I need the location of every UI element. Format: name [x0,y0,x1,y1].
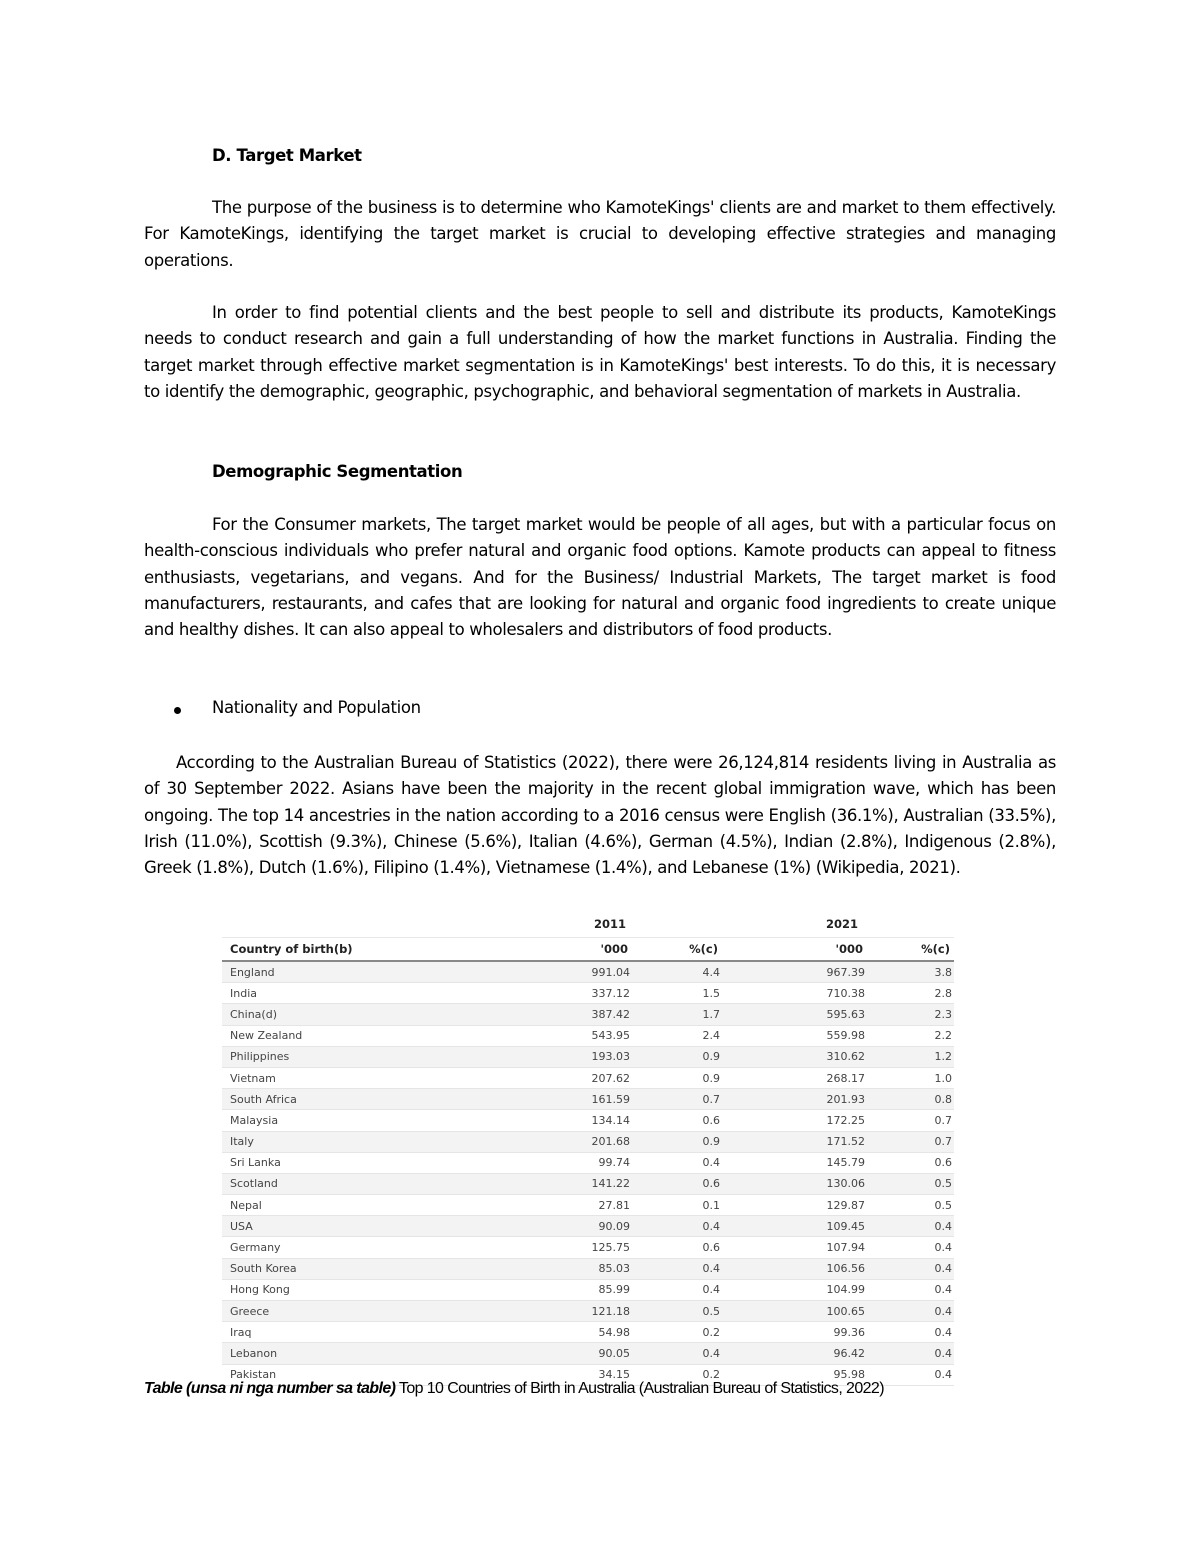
caption-label: Table (unsa ni nga number sa table) [144,1380,396,1397]
cell-country: South Korea [222,1258,522,1279]
table-row [222,961,954,983]
table-row [222,1216,954,1237]
cell-value: 2.3 [867,1004,954,1025]
cell-value: 2.2 [867,1025,954,1046]
cell-value: 0.9 [632,1131,722,1152]
cell-value: 0.5 [867,1173,954,1194]
bullet-label: Nationality and Population [212,698,421,717]
cell-value: 0.4 [867,1279,954,1300]
cell-value: 0.1 [632,1195,722,1216]
cell-country: India [222,983,522,1004]
cell-country: Pakistan [222,1364,522,1385]
cell-value: 0.4 [632,1152,722,1173]
cell-value: 201.68 [522,1131,632,1152]
cell-value: 109.45 [722,1216,867,1237]
cell-value: 0.4 [632,1216,722,1237]
intro-paragraph: The purpose of the business is to determine who KamoteKings' clients are and market to them effectively. For KamoteKings, identifying the target market is crucial to developing effective strategies and managing operations. [144,198,1056,270]
cell-value: 0.2 [632,1364,722,1385]
cell-value: 161.59 [522,1089,632,1110]
table-row [222,1152,954,1173]
table-row [222,1279,954,1300]
table-row [222,1046,954,1067]
cell-value: 85.99 [522,1279,632,1300]
demographic-paragraph: For the Consumer markets, The target market would be people of all ages, but with a particular focus on health-conscious individuals who prefer natural and organic food options. Kamote products can appeal to fitness enthusiasts, vegetarians, and vegans. And for the Business/ Industrial Markets, The target market is food manufacturers, restaurants, and cafes that are looking for natural and organic food ingredients to create unique and healthy dishes. It can also appeal to wholesalers and distributors of food products. [144,515,1056,640]
cell-value: 0.7 [867,1110,954,1131]
cell-value: 1.5 [632,983,722,1004]
cell-value: 134.14 [522,1110,632,1131]
year-2011: 2011 [594,917,627,931]
cell-value: 1.0 [867,1067,954,1088]
cell-value: 387.42 [522,1004,632,1025]
cell-value: 121.18 [522,1301,632,1322]
cell-country: Hong Kong [222,1279,522,1300]
col-header-2011-count: '000 [522,938,632,962]
cell-value: 4.4 [632,961,722,983]
cell-country: Vietnam [222,1067,522,1088]
table-row [222,1067,954,1088]
cell-value: 90.05 [522,1343,632,1364]
cell-value: 145.79 [722,1152,867,1173]
cell-value: 34.15 [522,1364,632,1385]
cell-value: 0.9 [632,1046,722,1067]
table-row [222,1173,954,1194]
cell-value: 710.38 [722,983,867,1004]
cell-value: 2.8 [867,983,954,1004]
cell-value: 172.25 [722,1110,867,1131]
cell-value: 0.4 [632,1279,722,1300]
cell-value: 595.63 [722,1004,867,1025]
table-row [222,1131,954,1152]
cell-country: Scotland [222,1173,522,1194]
cell-country: Germany [222,1237,522,1258]
cell-country: Nepal [222,1195,522,1216]
bullet-dot-icon [174,707,181,714]
cell-value: 0.4 [867,1237,954,1258]
col-header-2011-pct: %(c) [632,938,722,962]
cell-value: 193.03 [522,1046,632,1067]
cell-value: 96.42 [722,1343,867,1364]
cell-value: 0.6 [632,1173,722,1194]
cell-value: 0.4 [867,1364,954,1385]
table-row [222,1322,954,1343]
cell-value: 0.4 [867,1301,954,1322]
cell-country: Italy [222,1131,522,1152]
cell-value: 3.8 [867,961,954,983]
cell-value: 0.7 [867,1131,954,1152]
cell-value: 0.4 [867,1216,954,1237]
column-header-row [222,938,954,962]
demographic-heading: Demographic Segmentation [212,462,463,481]
table-row [222,1004,954,1025]
cell-country: USA [222,1216,522,1237]
table-row [222,983,954,1004]
cell-value: 106.56 [722,1258,867,1279]
research-paragraph: In order to find potential clients and the best people to sell and distribute its products, KamoteKings needs to conduct research and gain a full understanding of how the market functions in Australia. Finding the target market through effective market segmentation is in KamoteKings' best interests. To do this, it is necessary to identify the demographic, geographic, psychographic, and behavioral segmentation of markets in Australia. [144,303,1056,401]
cell-value: 0.8 [867,1089,954,1110]
cell-value: 559.98 [722,1025,867,1046]
cell-value: 337.12 [522,983,632,1004]
cell-country: Malaysia [222,1110,522,1131]
cell-value: 0.7 [632,1089,722,1110]
cell-value: 0.4 [867,1343,954,1364]
cell-value: 0.5 [867,1195,954,1216]
year-header-row [222,912,954,937]
table-row [222,1301,954,1322]
cell-country: Greece [222,1301,522,1322]
cell-value: 0.4 [632,1343,722,1364]
country-of-birth-table [222,912,954,1386]
table-row [222,1025,954,1046]
cell-value: 0.6 [632,1110,722,1131]
caption-text: Top 10 Countries of Birth in Australia (Australian Bureau of Statistics, 2022) [395,1380,884,1397]
cell-value: 99.74 [522,1152,632,1173]
table-row [222,1258,954,1279]
cell-value: 85.03 [522,1258,632,1279]
cell-value: 107.94 [722,1237,867,1258]
table-caption [144,1380,884,1398]
cell-value: 0.5 [632,1301,722,1322]
cell-value: 90.09 [522,1216,632,1237]
cell-value: 1.7 [632,1004,722,1025]
population-paragraph: According to the Australian Bureau of Statistics (2022), there were 26,124,814 residents living in Australia as of 30 September 2022. Asians have been the majority in the recent global immigration wave, which has been ongoing. The top 14 ancestries in the nation according to a 2016 census were English (36.1%), Australian (33.5%), Irish (11.0%), Scottish (9.3%), Chinese (5.6%), Italian (4.6%), German (4.5%), Indian (2.8%), Indigenous (2.8%), Greek (1.8%), Dutch (1.6%), Filipino (1.4%), Vietnamese (1.4%), and Lebanese (1%) (Wikipedia, 2021). [144,753,1056,878]
table-row [222,1237,954,1258]
cell-value: 141.22 [522,1173,632,1194]
cell-value: 201.93 [722,1089,867,1110]
cell-value: 0.4 [867,1322,954,1343]
cell-country: Lebanon [222,1343,522,1364]
cell-country: Sri Lanka [222,1152,522,1173]
table-row [222,1343,954,1364]
cell-value: 1.2 [867,1046,954,1067]
table-row [222,1195,954,1216]
cell-value: 100.65 [722,1301,867,1322]
cell-value: 129.87 [722,1195,867,1216]
cell-value: 171.52 [722,1131,867,1152]
cell-value: 0.6 [867,1152,954,1173]
cell-value: 0.4 [867,1258,954,1279]
data-table [222,937,954,1386]
cell-country: South Africa [222,1089,522,1110]
col-header-country: Country of birth(b) [222,938,522,962]
cell-value: 95.98 [722,1364,867,1385]
cell-country: Philippines [222,1046,522,1067]
col-header-2021-pct: %(c) [867,938,954,962]
cell-value: 991.04 [522,961,632,983]
cell-country: England [222,961,522,983]
year-2021: 2021 [826,917,859,931]
table-row [222,1110,954,1131]
cell-value: 130.06 [722,1173,867,1194]
table-row [222,1089,954,1110]
cell-value: 0.9 [632,1067,722,1088]
cell-value: 310.62 [722,1046,867,1067]
cell-value: 99.36 [722,1322,867,1343]
cell-value: 207.62 [522,1067,632,1088]
cell-country: China(d) [222,1004,522,1025]
cell-value: 104.99 [722,1279,867,1300]
cell-value: 0.2 [632,1322,722,1343]
cell-country: Iraq [222,1322,522,1343]
col-header-2021-count: '000 [722,938,867,962]
cell-value: 125.75 [522,1237,632,1258]
cell-value: 967.39 [722,961,867,983]
cell-value: 2.4 [632,1025,722,1046]
cell-value: 27.81 [522,1195,632,1216]
cell-value: 268.17 [722,1067,867,1088]
cell-value: 54.98 [522,1322,632,1343]
section-heading: D. Target Market [212,146,362,165]
cell-value: 543.95 [522,1025,632,1046]
cell-value: 0.6 [632,1237,722,1258]
cell-country: New Zealand [222,1025,522,1046]
cell-value: 0.4 [632,1258,722,1279]
